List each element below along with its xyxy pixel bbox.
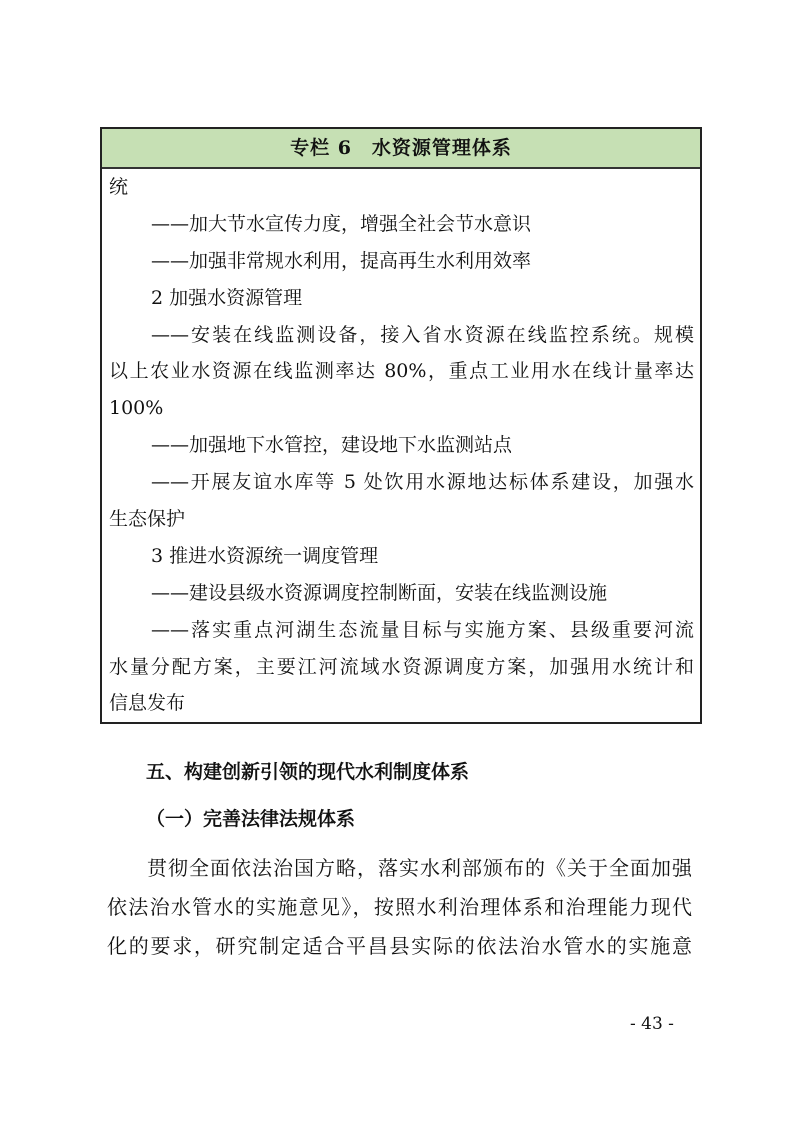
- box-line: 以上农业水资源在线监测率达 80%，重点工业用水在线计量率达: [109, 360, 694, 383]
- box-line: ——安装在线监测设备，接入省水资源在线监控系统。规模: [151, 323, 694, 346]
- box-line: ——加强地下水管控，建设地下水监测站点: [151, 434, 513, 457]
- section-heading: 五、构建创新引领的现代水利制度体系: [146, 761, 470, 783]
- box-line: 水量分配方案，主要江河流域水资源调度方案，加强用水统计和: [109, 655, 694, 678]
- paragraph-line: 贯彻全面依法治国方略，落实水利部颁布的《关于全面加强: [147, 856, 692, 880]
- box-line: 生态保护: [109, 508, 186, 531]
- box-line: ——建设县级水资源调度控制断面，安装在线监测设施: [151, 581, 608, 604]
- box-subheading: 2 加强水资源管理: [151, 286, 303, 309]
- box-line: ——加强非常规水利用，提高再生水利用效率: [151, 249, 532, 272]
- box-line: 信息发布: [109, 692, 186, 715]
- body-paragraph: [107, 849, 692, 966]
- subsection-heading: （一）完善法律法规体系: [146, 808, 356, 830]
- box-line: 100%: [109, 397, 164, 420]
- box-line: ——落实重点河湖生态流量目标与实施方案、县级重要河流: [151, 618, 694, 641]
- box-line: 统: [109, 176, 129, 198]
- box-subheading: 3 推进水资源统一调度管理: [151, 544, 379, 567]
- paragraph-line: 依法治水管水的实施意见》，按照水利治理体系和治理能力现代: [107, 895, 692, 919]
- box-line: ——开展友谊水库等 5 处饮用水源地达标体系建设，加强水: [151, 471, 694, 494]
- page-number: - 43 -: [630, 1014, 674, 1034]
- paragraph-line: 化的要求，研究制定适合平昌县实际的依法治水管水的实施意: [107, 934, 692, 958]
- box-line: ——加大节水宣传力度，增强全社会节水意识: [151, 212, 532, 235]
- column-box-title: 专栏 6 水资源管理体系: [102, 129, 700, 169]
- column-box: [100, 127, 702, 724]
